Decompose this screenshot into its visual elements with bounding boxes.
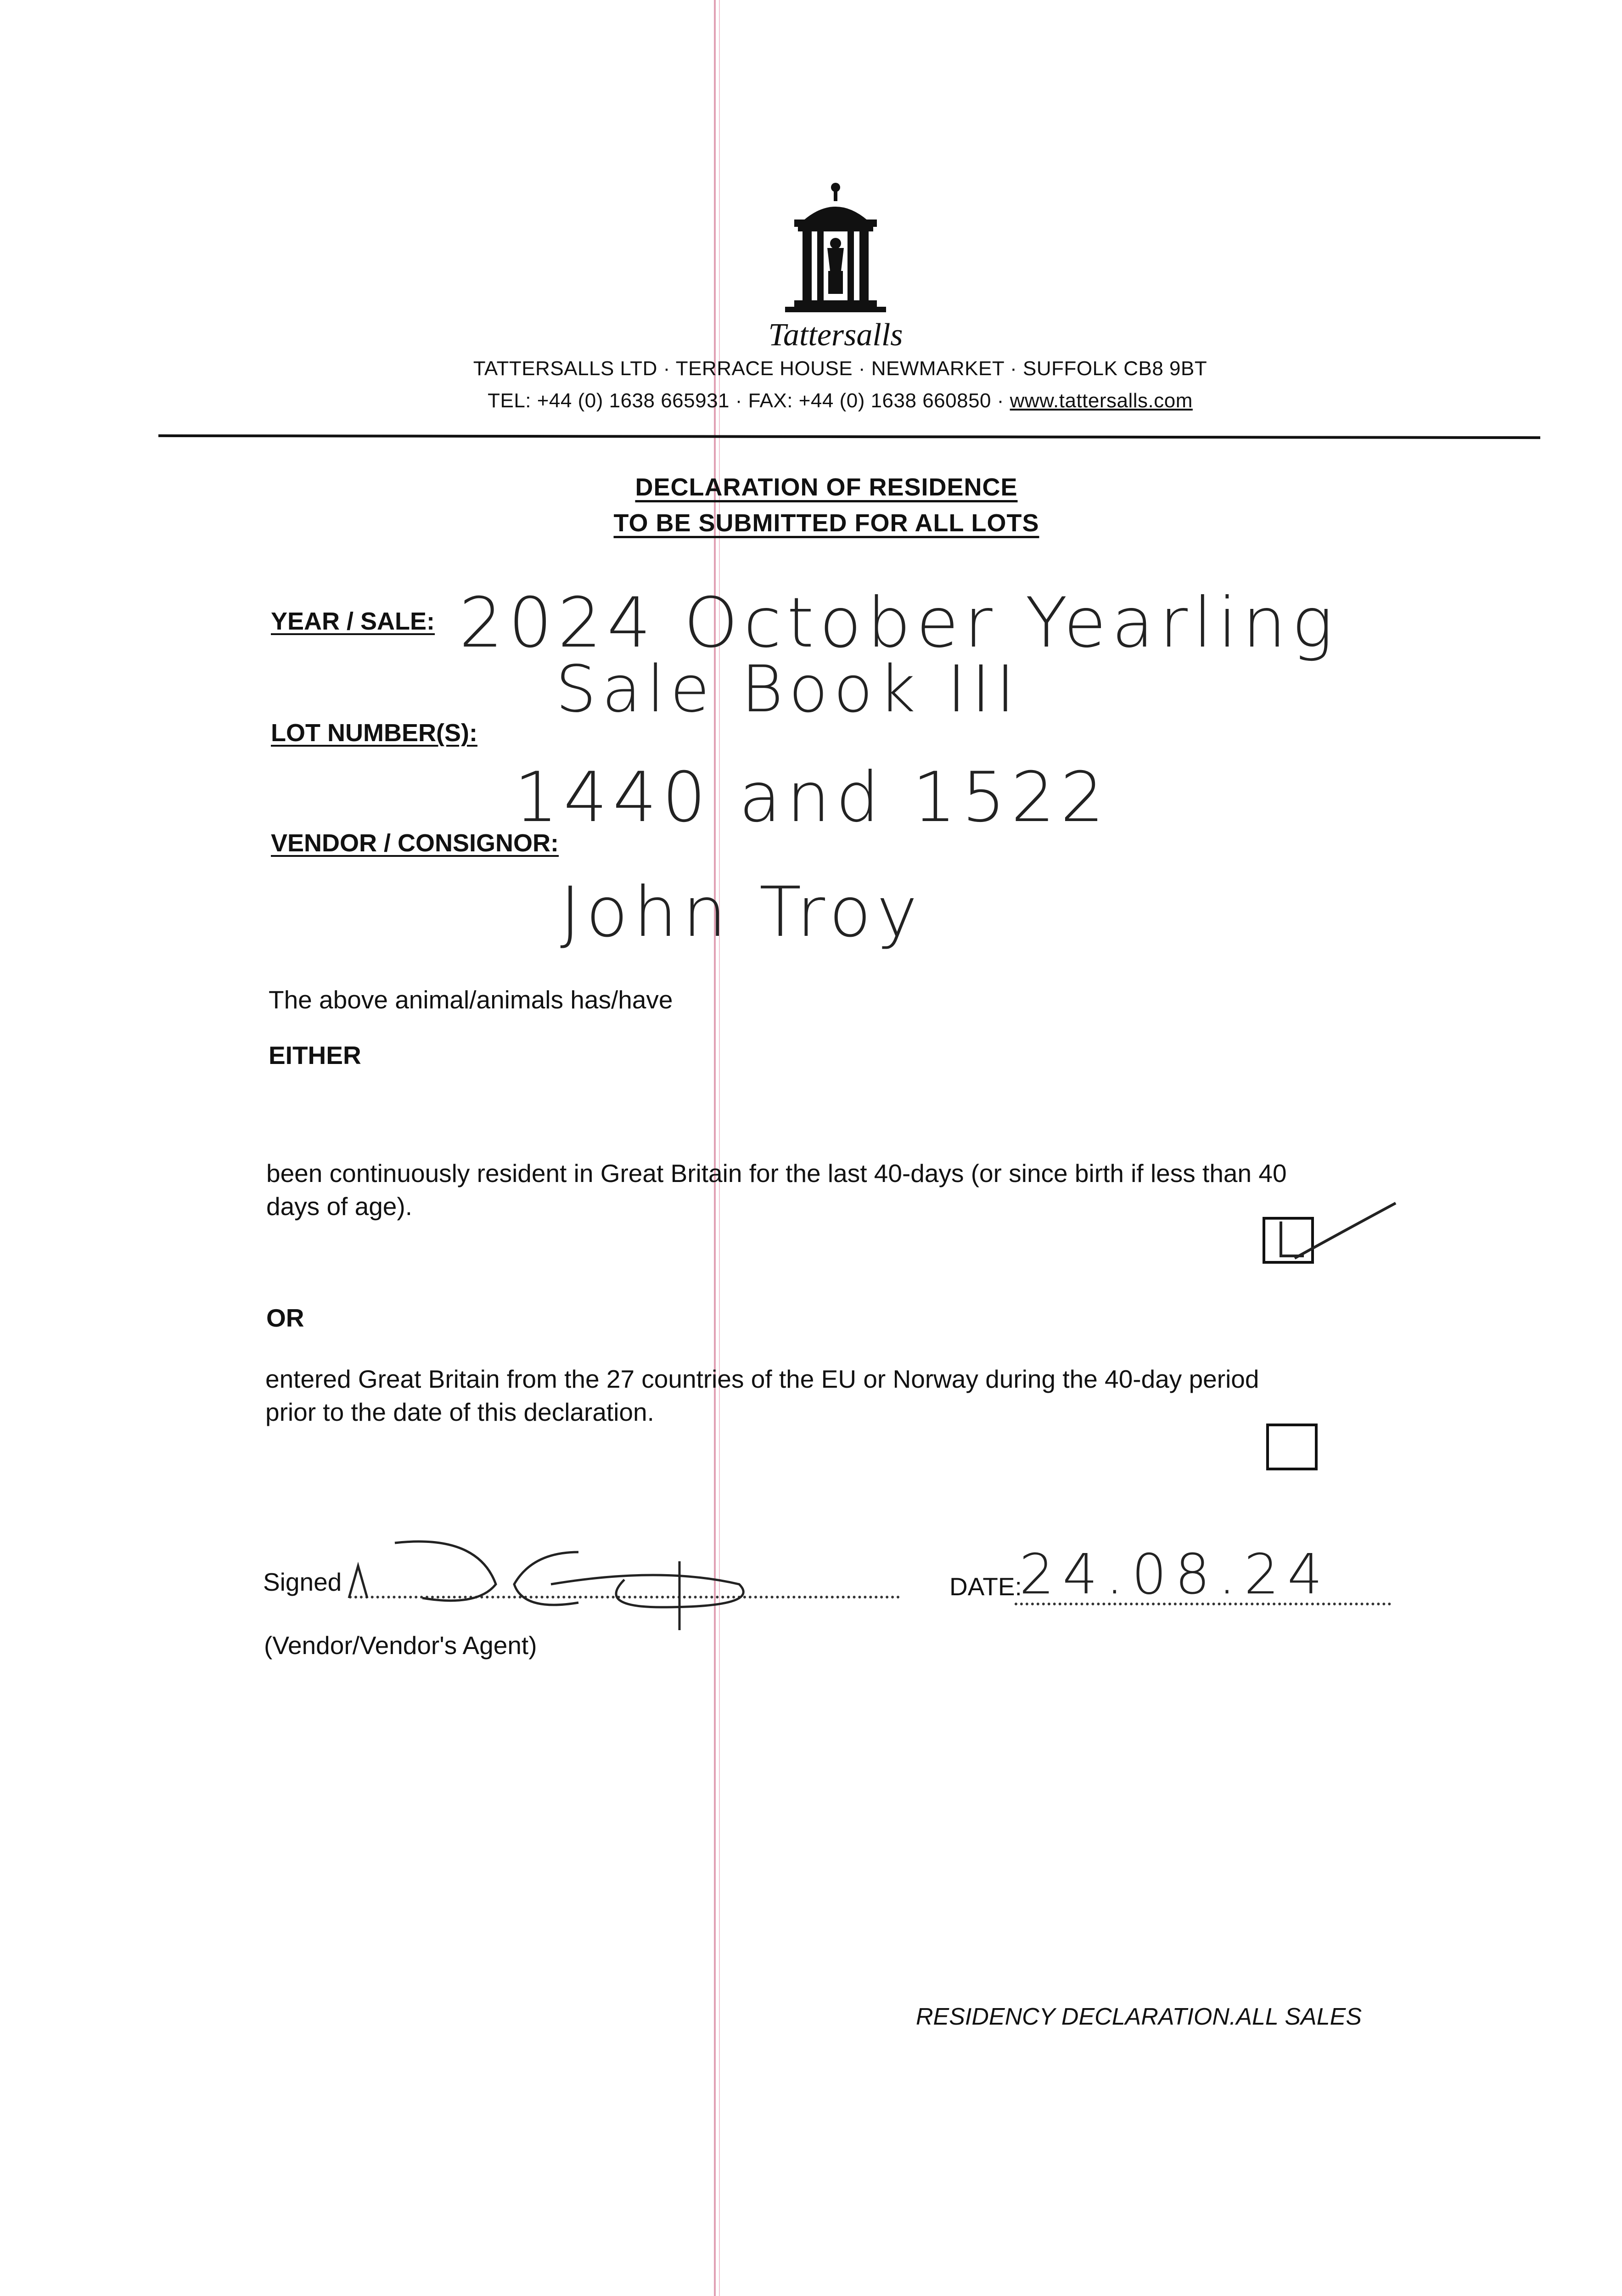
contact-line [321,389,1359,412]
tattersalls-wordmark: Tattersalls [768,317,903,353]
option1-text-line2: days of age). [266,1192,412,1221]
either-heading: EITHER [269,1041,361,1069]
year-sale-handwritten-line1[interactable]: 2024 October Yearling [459,583,1339,663]
year-sale-handwritten-line2[interactable]: Sale Book III [556,652,1021,727]
website-link[interactable]: www.tattersalls.com [1010,389,1193,412]
address-line: TATTERSALLS LTD · TERRACE HOUSE · NEWMARKET · SUFFOLK CB8 9BT [473,357,1207,380]
lot-numbers-handwritten[interactable]: 1440 and 1522 [514,758,1110,838]
signer-role: (Vendor/Vendor's Agent) [264,1631,537,1660]
year-sale-label: YEAR / SALE: [271,608,435,635]
date-handwritten[interactable]: 24.08.24 [1019,1543,1331,1607]
option2-checkbox[interactable] [1266,1424,1318,1470]
form-code-footer: RESIDENCY DECLARATION.ALL SALES [916,2003,1362,2030]
option1-text-line1: been continuously resident in Great Britain for the last 40-days (or since birth if less than 40 [266,1159,1287,1187]
option2-text-line1: entered Great Britain from the 27 countries of the EU or Norway during the 40-day period [265,1365,1259,1393]
signed-label: Signed [263,1568,342,1596]
signature-scribble [340,1515,817,1630]
form-title-line1: DECLARATION OF RESIDENCE [635,473,1018,501]
tattersalls-rotunda-logo [776,179,895,321]
option2-text-line2: prior to the date of this declaration. [265,1398,654,1426]
form-title-line2: TO BE SUBMITTED FOR ALL LOTS [613,509,1039,537]
option1-checkmark-icon [1267,1194,1405,1267]
lot-numbers-label: LOT NUMBER(S): [271,719,477,747]
header-divider [158,434,1540,439]
or-heading: OR [266,1304,304,1332]
contact-numbers: TEL: +44 (0) 1638 665931 · FAX: +44 (0) 1638 660850 · [488,389,1010,412]
statement-intro: The above animal/animals has/have [269,985,673,1014]
vendor-consignor-label: VENDOR / CONSIGNOR: [271,829,559,857]
vendor-consignor-handwritten[interactable]: John Troy [560,872,923,952]
date-label: DATE: [949,1572,1022,1601]
